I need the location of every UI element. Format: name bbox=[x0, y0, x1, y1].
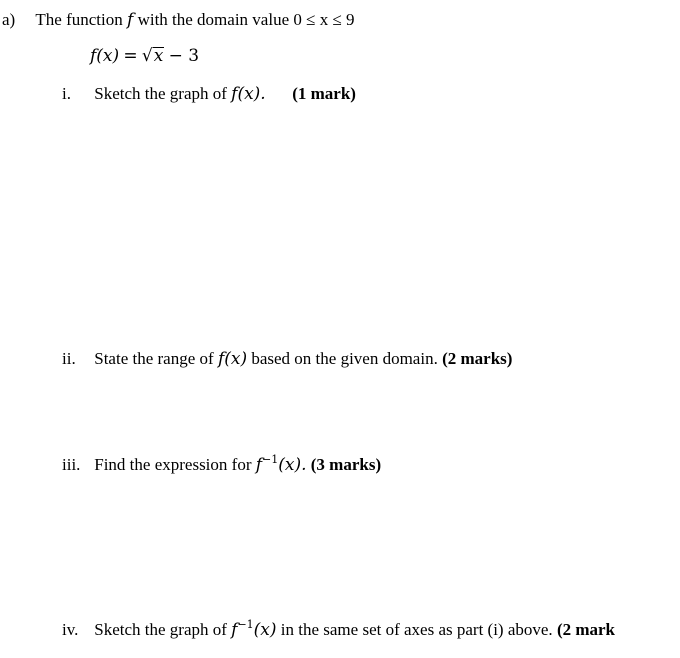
domain-text: with the domain value 0 ≤ x ≤ 9 bbox=[137, 10, 355, 29]
question-text-after: in the same set of axes as part (i) above. bbox=[280, 620, 553, 639]
question-marks: (1 mark) bbox=[292, 84, 356, 103]
question-marks: (3 marks) bbox=[310, 455, 382, 474]
inverse-function-expression bbox=[231, 620, 276, 640]
question-ii bbox=[62, 349, 512, 369]
inverse-function-expression bbox=[256, 455, 307, 475]
question-expression: f(x). bbox=[231, 84, 266, 104]
function-definition bbox=[90, 46, 199, 66]
sqrt-expression bbox=[142, 46, 164, 66]
expr-superscript: −1 bbox=[237, 618, 254, 631]
expr-argument: (x) bbox=[253, 620, 277, 640]
question-iv bbox=[62, 615, 615, 640]
definition-equals: = bbox=[123, 46, 138, 66]
expr-base: f bbox=[255, 455, 263, 475]
question-text: Sketch the graph of bbox=[94, 620, 227, 639]
function-name: f bbox=[127, 10, 134, 30]
question-number: i. bbox=[62, 84, 71, 103]
part-intro: The function bbox=[35, 10, 123, 29]
question-iii bbox=[62, 450, 381, 475]
part-label: a) bbox=[2, 10, 16, 29]
definition-rest: − 3 bbox=[168, 46, 200, 66]
expr-argument: (x). bbox=[278, 455, 307, 475]
part-a-header bbox=[2, 10, 355, 30]
expr-base: f bbox=[231, 620, 238, 640]
question-marks: (2 marks) bbox=[442, 349, 513, 368]
question-text: State the range of bbox=[94, 349, 214, 368]
question-text-after: based on the given domain. bbox=[251, 349, 438, 368]
question-number: iii. bbox=[62, 455, 81, 474]
question-number: ii. bbox=[62, 349, 76, 368]
question-expression: f(x) bbox=[217, 349, 248, 369]
question-text: Find the expression for bbox=[94, 455, 252, 474]
sqrt-symbol: √ bbox=[141, 46, 153, 66]
question-marks: (2 mark bbox=[556, 620, 616, 639]
definition-lhs: f(x) bbox=[90, 46, 120, 66]
expr-superscript: −1 bbox=[262, 453, 279, 466]
question-text: Sketch the graph of bbox=[94, 84, 227, 103]
question-number: iv. bbox=[62, 620, 79, 639]
sqrt-radicand: x bbox=[153, 46, 164, 66]
question-i bbox=[62, 84, 356, 104]
